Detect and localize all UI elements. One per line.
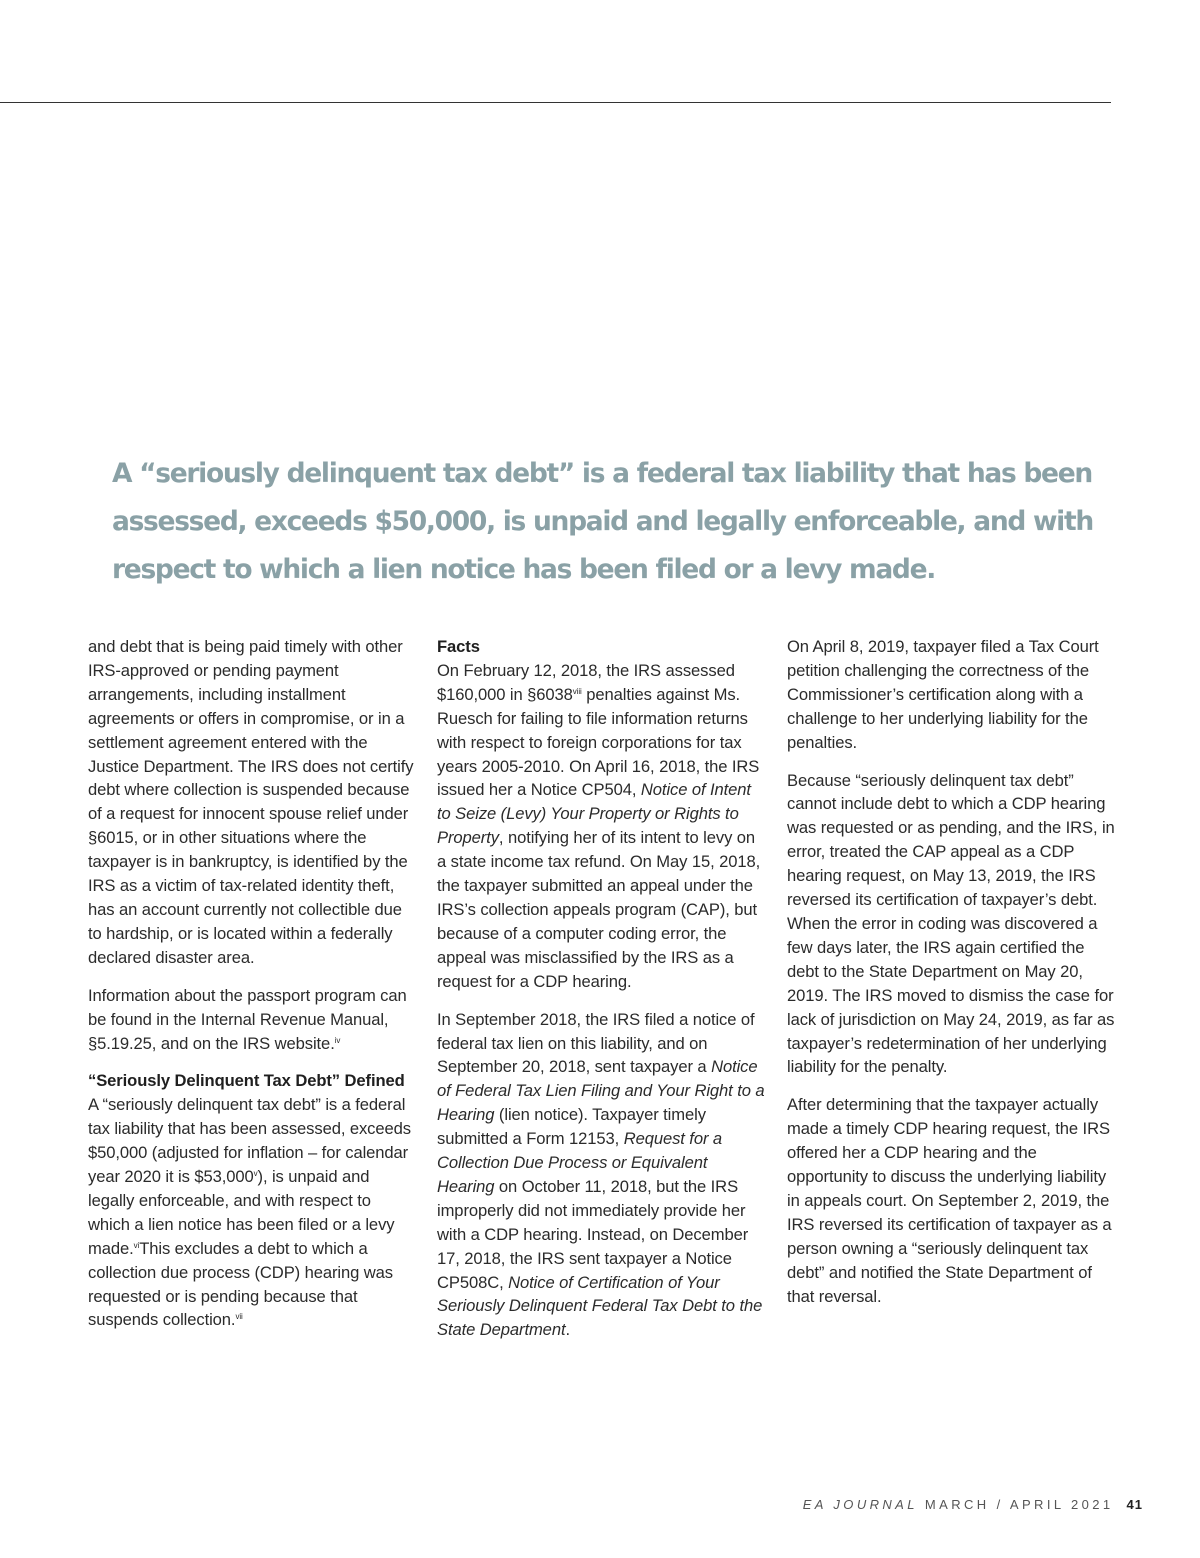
page-footer	[803, 1497, 1143, 1512]
journal-name: EA JOURNAL	[802, 1497, 918, 1512]
paragraph: and debt that is being paid timely with other IRS-approved or pending payment arrangements, including installment agreements or offers in compromise, or in a settlement agreement entered with the Justice Department. The IRS does not certify debt where collection is suspended because of a request for innocent spouse relief under §6015, or in other situations where the taxpayer is in bankruptcy, is identified by the IRS as a victim of tax-related identity theft, has an account currently not collectible due to hardship, or is located within a federally declared disaster area.	[88, 637, 414, 967]
endnote-ref: v	[253, 1169, 258, 1179]
paragraph: In September 2018, the IRS filed a notice of federal tax lien on this liability, and on September 20, 2018, sent taxpayer a Notice of Federal Tax Lien Filing and Your Right to a Hearing (lien notice). Taxpayer timely submitted a Form 12153, Request for a Collection Due Process or Equivalent Hearing on October 11, 2018, but the IRS improperly did not immediately provide her with a CDP hearing. Instead, on December 17, 2018, the IRS sent taxpayer a Notice CP508C, Notice of Certification of Your Seriously Delinquent Federal Tax Debt to the State Department.	[437, 1009, 765, 1340]
endnote-ref: vi	[133, 1240, 140, 1250]
column-3	[787, 635, 1115, 1322]
column-1	[88, 635, 416, 1346]
pull-quote: A “seriously delinquent tax debt” is a federal tax liability that has been assessed, exceeds $50,000, is unpaid and legally enforceable, and with respect to which a lien notice has been filed or a levy made.	[112, 458, 1093, 585]
endnote-ref: vii	[235, 1312, 243, 1322]
section-heading: Facts	[437, 637, 480, 656]
header-rule	[0, 102, 1111, 103]
endnote-ref: viii	[572, 686, 582, 696]
page-number: 41	[1126, 1497, 1143, 1512]
paragraph: On April 8, 2019, taxpayer filed a Tax Court petition challenging the correctness of the Commissioner’s certification along with a challenge to her underlying liability for the penalties.	[787, 637, 1099, 752]
paragraph: Because “seriously delinquent tax debt” cannot include debt to which a CDP hearing was requested or as pending, and the IRS, in error, treated the CAP appeal as a CDP hearing request, on May 13, 2019, the IRS reversed its certification of taxpayer’s debt. When the error in coding was discovered a few days later, the IRS again certified the debt to the State Department on May 20, 2019. The IRS moved to dismiss the case for lack of jurisdiction on May 24, 2019, as far as taxpayer’s redetermination of her underlying liability for the penalty.	[787, 770, 1115, 1077]
paragraph: A “seriously delinquent tax debt” is a federal tax liability that has been assessed, exceeds $50,000 (adjusted for inflation – for calendar year 2020 it is $53,000$^v$), is unpaid and legally enforceable, and with respect to which a lien notice has been filed or a levy made.$^{vi}$This excludes a debt to which a collection due process (CDP) hearing was requested or is pending because that suspends collection.$^{vii}$	[88, 1095, 411, 1330]
paragraph: On February 12, 2018, the IRS assessed $160,000 in §6038$^{viii}$ penalties against Ms. Ruesch for failing to file information returns with respect to foreign corporations for tax years 2005-2010. On April 16, 2018, the IRS issued her a Notice CP504, Notice of Intent to Seize (Levy) Your Property or Rights to Property, notifying her of its intent to levy on a state income tax refund. On May 15, 2018, the taxpayer submitted an appeal under the IRS’s collection appeals program (CAP), but because of a computer coding error, the appeal was misclassified by the IRS as a request for a CDP hearing.	[437, 660, 761, 991]
section-heading: “Seriously Delinquent Tax Debt” Defined	[88, 1071, 405, 1091]
column-2	[437, 635, 765, 1356]
paragraph: After determining that the taxpayer actually made a timely CDP hearing request, the IRS offered her a CDP hearing and the opportunity to discuss the underlying liability in appeals court. On September 2, 2019, the IRS reversed its certification of taxpayer as a person owning a “seriously delinquent tax debt” and notified the State Department of that reversal.	[787, 1095, 1112, 1306]
issue-date: MARCH / APRIL 2021	[924, 1497, 1114, 1512]
paragraph: Information about the passport program can be found in the Internal Revenue Manual, §5.19.25, and on the IRS website.$^{iv}$	[88, 985, 407, 1053]
endnote-ref: iv	[334, 1035, 341, 1045]
